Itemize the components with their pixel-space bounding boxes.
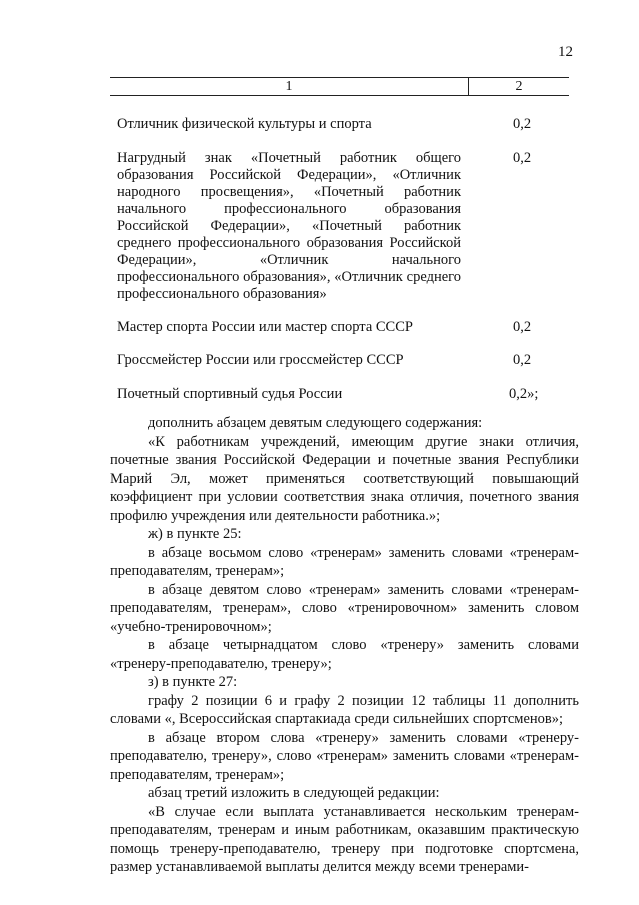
- column-1-header: 1: [110, 78, 469, 95]
- column-2-header: 2: [515, 79, 523, 94]
- row-name: Отличник физической культуры и спорта: [117, 116, 372, 132]
- table-row: [117, 150, 532, 303]
- paragraph: ж) в пункте 25:: [148, 526, 242, 542]
- row-value: 0,2: [513, 150, 532, 166]
- paragraph: дополнить абзацем девятым следующего содержания:: [148, 415, 483, 431]
- paragraph: в абзаце девятом слово «тренерам» заменить словами «тренерам-преподавателям, тренерам», слово «тренировочном» заменить словом «учебно-тренировочном»;: [110, 581, 579, 635]
- row-name: Гроссмейстер России или гроссмейстер СССР: [117, 352, 404, 368]
- page-number: 12: [558, 44, 573, 60]
- paragraph: абзац третий изложить в следующей редакции:: [148, 785, 440, 801]
- row-value: 0,2: [513, 319, 532, 335]
- table-row: [117, 352, 532, 369]
- paragraph: в абзаце восьмом слово «тренерам» заменить словами «тренерам-преподавателям, тренерам»;: [110, 544, 579, 579]
- paragraph: «В случае если выплата устанавливается нескольким тренерам-преподавателям, тренерам и иным работникам, оказавшим практическую помощь тренеру-преподавателю, тренеру при подготовке спортсмена, размер устанавливаемой выплаты делится между всеми тренерами-: [110, 803, 579, 875]
- paragraph: в абзаце втором слова «тренеру» заменить словами «тренеру-преподавателю, тренеру», слово «тренерам» заменить словами «тренерам-преподавателям, тренерам»;: [110, 729, 579, 783]
- row-value: 0,2: [513, 352, 532, 368]
- table-row: [117, 319, 532, 336]
- paragraph: з) в пункте 27:: [148, 674, 238, 690]
- table-header: [110, 77, 569, 96]
- row-name: Нагрудный знак «Почетный работник общего образования Российской Федерации», «Отличник народного просвещения», «Почетный работник начального профессионального образования Российской Федерации», «Почетный работник среднего профессионального образования Российской Федерации», «Отличник начального профессионального образования», «Отличник среднего профессионального образования»: [117, 150, 461, 302]
- amendment-text: [110, 414, 579, 877]
- paragraph: в абзаце четырнадцатом слово «тренеру» заменить словами «тренеру-преподавателю, тренеру»;: [110, 637, 579, 672]
- row-value: 0,2»;: [509, 386, 539, 402]
- row-value: 0,2: [513, 116, 532, 132]
- table-row: [117, 116, 532, 133]
- paragraph: графу 2 позиции 6 и графу 2 позиции 12 таблицы 11 дополнить словами «, Всероссийская спартакиада среди сильнейших спортсменов»;: [110, 692, 579, 727]
- row-name: Почетный спортивный судья России: [117, 386, 343, 402]
- table-row: [117, 386, 539, 403]
- paragraph: «К работникам учреждений, имеющим другие знаки отличия, почетные звания Российской Федерации и почетные звания Республики Марий Эл, может применяться соответствующий повышающий коэффициент при условии соответствия знака отличия, почетного звания профилю учреждения или деятельности работника.»;: [110, 433, 579, 524]
- row-name: Мастер спорта России или мастер спорта СССР: [117, 319, 413, 335]
